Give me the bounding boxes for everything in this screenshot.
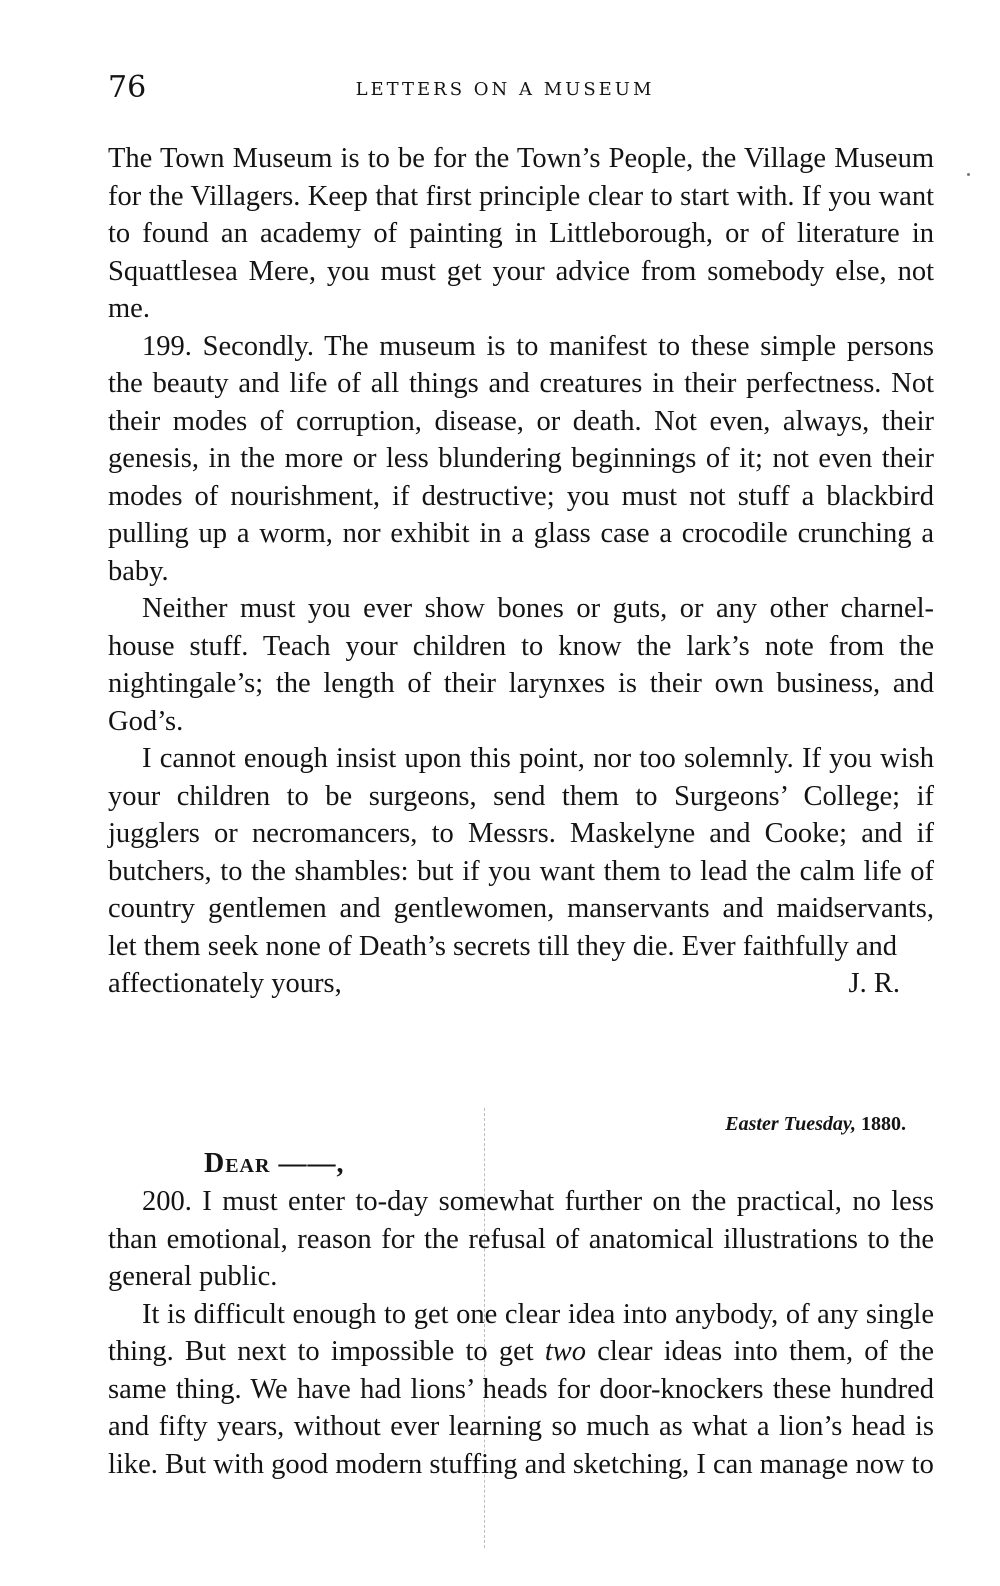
paragraph-200: 200. I must enter to-day somewhat further on the practical, no less than emotional, reason for the refusal of anatomical illustrations to the general public. — [108, 1186, 934, 1292]
paragraph-insist: I cannot enough insist upon this point, nor too solemnly. If you wish your children to be surgeons, send them to Surgeons’ College; if jugglers or necromancers, to Messrs. Maskelyne and Cooke; and if butchers, to the shambles: but if you want them to lead the calm life of country gentlemen and gentlewomen, manservants and maidservants, let them seek none of Death’s secrets till they die. Ever faithfully and — [108, 743, 934, 962]
salutation: Dear ——, — [204, 1148, 345, 1179]
ink-speck — [967, 173, 970, 176]
running-head: LETTERS ON A MUSEUM — [355, 79, 655, 100]
paragraph-199: 199. Secondly. The museum is to manifest to these simple persons the beauty and life of all things and creatures in their perfectness. Not their modes of corruption, disease, or death. Not even, always, their genesis, in the more or less blundering beginnings of it; not even their modes of nourishment, if destructive; you must not stuff a blackbird pulling up a worm, nor exhibit in a glass case a crocodile crunching a baby. — [108, 330, 934, 587]
page-number: 76 — [108, 70, 147, 105]
signature: J. R. — [848, 968, 900, 999]
closing-text: affectionately yours, — [108, 968, 342, 999]
paragraph-difficult-end: clear ideas into them, of the same thing. We have had lions’ heads for door-knockers these hundred and fifty years, without ever learning so much as what a lion’s head is like. But with good modern stuffing and sketching, I can manage now to — [108, 1336, 934, 1480]
paragraph-continued: The Town Museum is to be for the Town’s People, the Village Museum for the Villagers. Keep that first principle clear to start with. If you want to found an academy of painting in Littleborough, or of literature in Squattlesea Mere, you must get your advice from somebody else, not me. — [108, 143, 934, 324]
paragraph-difficult — [108, 1296, 934, 1484]
paragraph-charnel: Neither must you ever show bones or guts, or any other charnel-house stuff. Teach your children to know the lark’s note from the nightingale’s; the length of their larynxes is their own business, and God’s. — [108, 593, 934, 737]
letter-2-body — [108, 1183, 934, 1483]
signoff — [108, 965, 900, 1003]
emphasis-two: two — [544, 1336, 587, 1367]
date-year: 1880. — [861, 1113, 906, 1135]
paragraph-difficult-start: It is difficult enough to get one clear idea into anybody, of any single thing. But next to impossible to get — [108, 1298, 934, 1367]
letter-body — [108, 140, 934, 1003]
date-day: Easter Tuesday, — [725, 1113, 856, 1135]
letter-dateline — [725, 1113, 906, 1136]
